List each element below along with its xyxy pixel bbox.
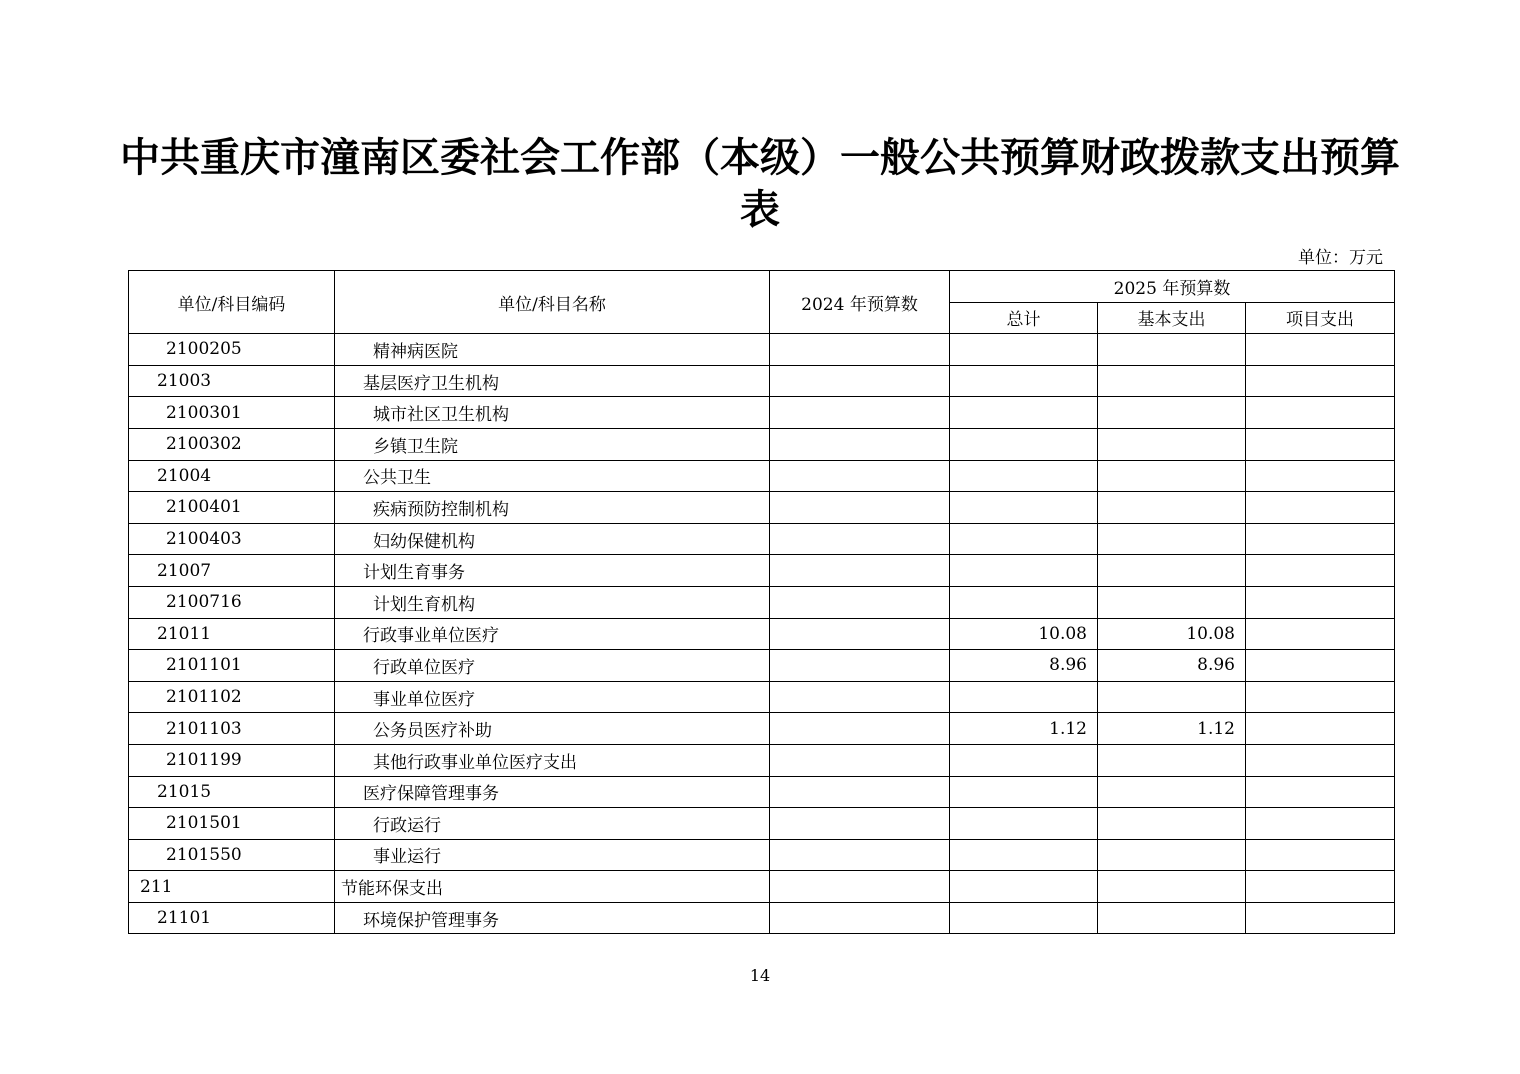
header-basic: 基本支出 xyxy=(1098,302,1246,334)
row-basic: 8.96 xyxy=(1098,650,1246,682)
row-total xyxy=(950,839,1098,871)
row-total xyxy=(950,744,1098,776)
row-name: 行政运行 xyxy=(335,808,770,840)
row-name: 疾病预防控制机构 xyxy=(335,492,770,524)
row-name: 事业单位医疗 xyxy=(335,681,770,713)
row-name: 妇幼保健机构 xyxy=(335,523,770,555)
row-project xyxy=(1246,808,1395,840)
row-prev-year xyxy=(770,334,950,366)
table-row xyxy=(129,492,1395,524)
row-basic: 10.08 xyxy=(1098,618,1246,650)
table-row xyxy=(129,586,1395,618)
row-name: 精神病医院 xyxy=(335,334,770,366)
row-basic: 1.12 xyxy=(1098,713,1246,745)
table-body xyxy=(129,334,1395,934)
row-prev-year xyxy=(770,492,950,524)
row-project xyxy=(1246,492,1395,524)
row-prev-year xyxy=(770,744,950,776)
row-name: 行政单位医疗 xyxy=(335,650,770,682)
row-code: 21015 xyxy=(129,776,335,808)
header-code: 单位/科目编码 xyxy=(129,271,335,334)
row-basic xyxy=(1098,839,1246,871)
row-project xyxy=(1246,650,1395,682)
table-header xyxy=(129,271,1395,334)
row-total xyxy=(950,334,1098,366)
row-name: 医疗保障管理事务 xyxy=(335,776,770,808)
row-code: 2100301 xyxy=(129,397,335,429)
row-code: 21003 xyxy=(129,365,335,397)
row-name: 城市社区卫生机构 xyxy=(335,397,770,429)
row-prev-year xyxy=(770,523,950,555)
row-code: 2101102 xyxy=(129,681,335,713)
row-project xyxy=(1246,776,1395,808)
row-name: 乡镇卫生院 xyxy=(335,428,770,460)
header-current-year: 2025 年预算数 xyxy=(950,271,1395,303)
row-code: 2101501 xyxy=(129,808,335,840)
row-code: 21004 xyxy=(129,460,335,492)
row-total xyxy=(950,523,1098,555)
row-prev-year xyxy=(770,713,950,745)
row-code: 2101199 xyxy=(129,744,335,776)
row-code: 21007 xyxy=(129,555,335,587)
row-basic xyxy=(1098,460,1246,492)
row-name: 公务员医疗补助 xyxy=(335,713,770,745)
row-prev-year xyxy=(770,839,950,871)
row-project xyxy=(1246,681,1395,713)
table-row xyxy=(129,681,1395,713)
row-basic xyxy=(1098,492,1246,524)
table-row xyxy=(129,334,1395,366)
row-code: 211 xyxy=(129,871,335,903)
row-project xyxy=(1246,397,1395,429)
row-total xyxy=(950,365,1098,397)
row-code: 2101103 xyxy=(129,713,335,745)
table-row xyxy=(129,776,1395,808)
row-project xyxy=(1246,334,1395,366)
row-code: 2100205 xyxy=(129,334,335,366)
row-project xyxy=(1246,871,1395,903)
table-row xyxy=(129,365,1395,397)
row-total xyxy=(950,460,1098,492)
row-total: 8.96 xyxy=(950,650,1098,682)
row-name: 事业运行 xyxy=(335,839,770,871)
table-row xyxy=(129,460,1395,492)
row-prev-year xyxy=(770,460,950,492)
row-prev-year xyxy=(770,365,950,397)
table-row xyxy=(129,871,1395,903)
row-code: 21011 xyxy=(129,618,335,650)
header-name: 单位/科目名称 xyxy=(335,271,770,334)
row-project xyxy=(1246,586,1395,618)
row-name: 计划生育机构 xyxy=(335,586,770,618)
row-basic xyxy=(1098,397,1246,429)
table-row xyxy=(129,713,1395,745)
row-project xyxy=(1246,460,1395,492)
row-code: 21101 xyxy=(129,902,335,934)
row-total xyxy=(950,492,1098,524)
unit-label: 单位：万元 xyxy=(1298,248,1383,268)
header-project: 项目支出 xyxy=(1246,302,1395,334)
row-total xyxy=(950,808,1098,840)
table-row xyxy=(129,744,1395,776)
row-basic xyxy=(1098,365,1246,397)
row-total xyxy=(950,902,1098,934)
row-total xyxy=(950,397,1098,429)
row-total xyxy=(950,681,1098,713)
row-name: 基层医疗卫生机构 xyxy=(335,365,770,397)
table-row xyxy=(129,902,1395,934)
row-name: 节能环保支出 xyxy=(335,871,770,903)
table-row xyxy=(129,555,1395,587)
row-code: 2100302 xyxy=(129,428,335,460)
table-row xyxy=(129,808,1395,840)
row-basic xyxy=(1098,586,1246,618)
row-code: 2100716 xyxy=(129,586,335,618)
row-prev-year xyxy=(770,776,950,808)
row-total xyxy=(950,555,1098,587)
table-row xyxy=(129,523,1395,555)
row-basic xyxy=(1098,428,1246,460)
row-total xyxy=(950,428,1098,460)
row-name: 公共卫生 xyxy=(335,460,770,492)
row-prev-year xyxy=(770,650,950,682)
row-total xyxy=(950,776,1098,808)
row-total: 1.12 xyxy=(950,713,1098,745)
row-basic xyxy=(1098,776,1246,808)
row-code: 2101550 xyxy=(129,839,335,871)
budget-table xyxy=(128,270,1395,934)
row-project xyxy=(1246,744,1395,776)
row-basic xyxy=(1098,902,1246,934)
row-project xyxy=(1246,902,1395,934)
row-basic xyxy=(1098,334,1246,366)
page-title: 中共重庆市潼南区委社会工作部（本级）一般公共预算财政拨款支出预算表 xyxy=(120,135,1400,233)
row-basic xyxy=(1098,744,1246,776)
row-code: 2101101 xyxy=(129,650,335,682)
row-name: 其他行政事业单位医疗支出 xyxy=(335,744,770,776)
row-project xyxy=(1246,365,1395,397)
row-total xyxy=(950,871,1098,903)
row-total xyxy=(950,586,1098,618)
row-basic xyxy=(1098,871,1246,903)
row-prev-year xyxy=(770,902,950,934)
row-total: 10.08 xyxy=(950,618,1098,650)
row-basic xyxy=(1098,523,1246,555)
row-prev-year xyxy=(770,681,950,713)
table-row xyxy=(129,428,1395,460)
header-total: 总计 xyxy=(950,302,1098,334)
row-code: 2100401 xyxy=(129,492,335,524)
table-row xyxy=(129,650,1395,682)
row-basic xyxy=(1098,555,1246,587)
row-prev-year xyxy=(770,428,950,460)
row-project xyxy=(1246,713,1395,745)
table-row xyxy=(129,397,1395,429)
table-row xyxy=(129,618,1395,650)
row-name: 计划生育事务 xyxy=(335,555,770,587)
row-code: 2100403 xyxy=(129,523,335,555)
row-project xyxy=(1246,555,1395,587)
row-project xyxy=(1246,523,1395,555)
row-prev-year xyxy=(770,586,950,618)
row-prev-year xyxy=(770,397,950,429)
row-prev-year xyxy=(770,808,950,840)
row-project xyxy=(1246,618,1395,650)
row-name: 行政事业单位医疗 xyxy=(335,618,770,650)
row-basic xyxy=(1098,681,1246,713)
row-name: 环境保护管理事务 xyxy=(335,902,770,934)
header-prev-year: 2024 年预算数 xyxy=(770,271,950,334)
row-project xyxy=(1246,839,1395,871)
table-row xyxy=(129,839,1395,871)
row-basic xyxy=(1098,808,1246,840)
page-number: 14 xyxy=(749,966,771,985)
row-prev-year xyxy=(770,555,950,587)
row-project xyxy=(1246,428,1395,460)
row-prev-year xyxy=(770,871,950,903)
row-prev-year xyxy=(770,618,950,650)
